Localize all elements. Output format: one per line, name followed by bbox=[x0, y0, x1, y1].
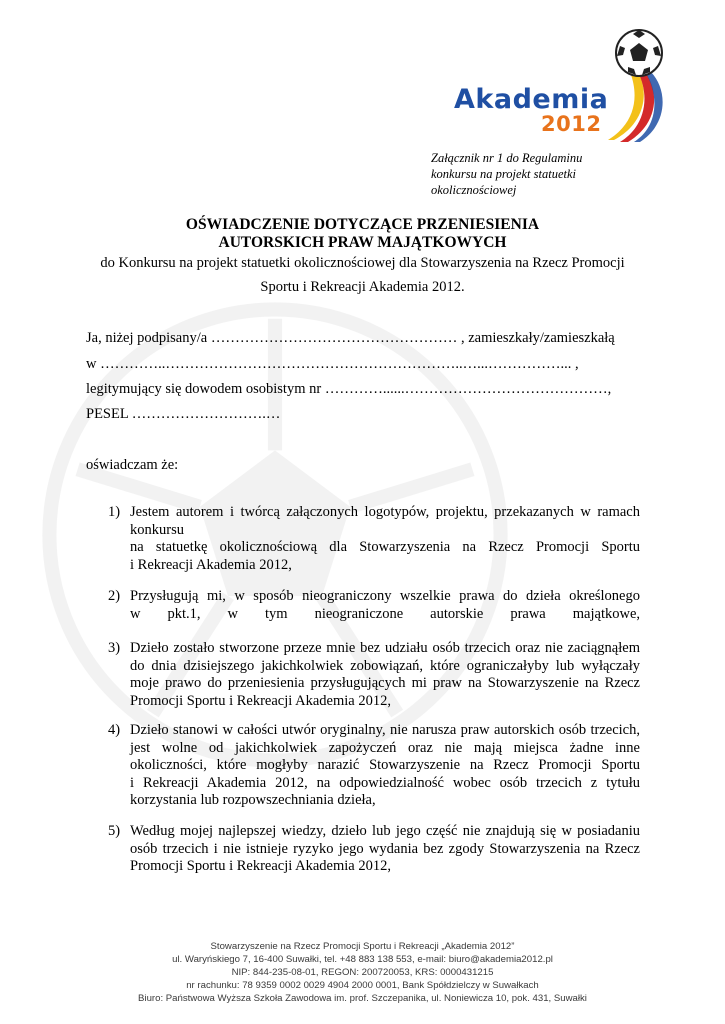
form-id-line: legitymujący się dowodem osobistym nr …………......……………………………………, bbox=[86, 381, 612, 397]
list-item-line: Jestem autorem i twórcą załączonych logotypów, projektu, przekazanych w ramach bbox=[130, 504, 640, 520]
footer-office: Biuro: Państwowa Wyższa Szkoła Zawodowa im. prof. Szczepanika, ul. Noniewicza 10, pok. 431, Suwałki bbox=[138, 993, 587, 1004]
list-item-line: konkursu bbox=[130, 521, 184, 538]
list-item bbox=[108, 722, 640, 810]
list-item bbox=[108, 588, 640, 623]
list-item-line: okoliczności, które mogłyby narazić Stowarzyszenie na Rzecz Promocji Sportu bbox=[130, 757, 640, 773]
document-title-line2: AUTORSKICH PRAW MAJĄTKOWYCH bbox=[218, 234, 507, 251]
list-item-line: osób trzecich i nie istnieje ryzyko jego wydania bez zgody Stowarzyszenia na Rzecz bbox=[130, 840, 640, 857]
list-item-number: 3) bbox=[108, 640, 121, 656]
list-item-line: Według mojej najlepszej wiedzy, dzieło lub jego część nie znajdują się w posiadaniu bbox=[130, 823, 640, 839]
attachment-line: okolicznościowej bbox=[431, 183, 517, 197]
list-item-number: 1) bbox=[108, 504, 121, 520]
football-icon bbox=[614, 28, 664, 78]
list-item-line: w pkt.1, w tym nieograniczone autorskie prawa majątkowe, bbox=[130, 605, 640, 622]
list-item-line: i Rekreacji Akademia 2012, bbox=[130, 556, 292, 573]
list-item-line: Promocji Sportu i Rekreacji Akademia 2012, bbox=[130, 858, 391, 874]
document-subtitle-line2: Sportu i Rekreacji Akademia 2012. bbox=[260, 279, 465, 295]
form-pesel-line: PESEL ……………………….… bbox=[86, 406, 281, 422]
list-item-line: Promocji Sportu i Rekreacji Akademia 2012, bbox=[130, 692, 391, 709]
form-name-line: Ja, niżej podpisany/a …………………………………………… , zamieszkały/zamieszkałą bbox=[86, 330, 615, 346]
list-item-number: 2) bbox=[108, 588, 121, 604]
form-address-line: w …………..……………………………………………………..…...……………... , bbox=[86, 356, 579, 372]
list-item-line: jest wolne od jakichkolwiek zapożyczeń oraz nie mają miejsca żadne inne bbox=[130, 739, 640, 756]
list-item-line: Przysługują mi, w sposób nieograniczony wszelkie prawa do dzieła określonego bbox=[130, 588, 640, 604]
attachment-line: konkursu na projekt statuetki bbox=[431, 167, 576, 181]
declaration-intro: oświadczam że: bbox=[86, 457, 179, 473]
list-item bbox=[108, 640, 640, 710]
attachment-line: Załącznik nr 1 do Regulaminu bbox=[431, 151, 583, 165]
list-item bbox=[108, 823, 640, 876]
list-item-line: Dzieło stanowi w całości utwór oryginalny, nie narusza praw autorskich osób trzecich, bbox=[130, 722, 640, 738]
akademia-2012-logo bbox=[448, 28, 688, 143]
list-item-number: 4) bbox=[108, 722, 121, 738]
list-item-number: 5) bbox=[108, 823, 121, 839]
footer-registry: NIP: 844-235-08-01, REGON: 200720053, KRS: 0000431215 bbox=[231, 967, 494, 978]
footer-bank-account: nr rachunku: 78 9359 0002 0029 4904 2000 0001, Bank Spółdzielczy w Suwałkach bbox=[186, 980, 539, 991]
logo-year: 2012 bbox=[541, 112, 602, 136]
list-item-line: i Rekreacji Akademia 2012, na odpowiedzialność wobec osób trzecich z tytułu bbox=[130, 774, 640, 791]
attachment-note bbox=[431, 150, 631, 198]
list-item-line: korzystania lub rozpowszechniania dzieła, bbox=[130, 792, 376, 808]
footer-address: ul. Waryńskiego 7, 16-400 Suwałki, tel. +48 883 138 553, e-mail: biuro@akademia2012.pl bbox=[172, 954, 553, 965]
list-item-line: moje prawo do przeniesienia przysługujących mi praw na Stowarzyszenie na Rzecz bbox=[130, 675, 640, 691]
list-item-line: do dnia dzisiejszego jakichkolwiek zobowiązań, które ograniczałyby lub wyłączały bbox=[130, 657, 640, 674]
list-item bbox=[108, 504, 640, 574]
footer-organization: Stowarzyszenie na Rzecz Promocji Sportu i Rekreacji „Akademia 2012” bbox=[210, 941, 515, 952]
logo-name: Akademia bbox=[454, 84, 609, 115]
list-item-line: na statuetkę okolicznościową dla Stowarzyszenia na Rzecz Promocji Sportu bbox=[130, 539, 640, 555]
document-subtitle: do Konkursu na projekt statuetki okolicznościowej dla Stowarzyszenia na Rzecz Promocji bbox=[100, 255, 625, 271]
list-item-line: Dzieło zostało stworzone przeze mnie bez udziału osób trzecich oraz nie zaciągnąłem bbox=[130, 640, 640, 656]
document-title: OŚWIADCZENIE DOTYCZĄCE PRZENIESIENIA bbox=[185, 216, 540, 233]
